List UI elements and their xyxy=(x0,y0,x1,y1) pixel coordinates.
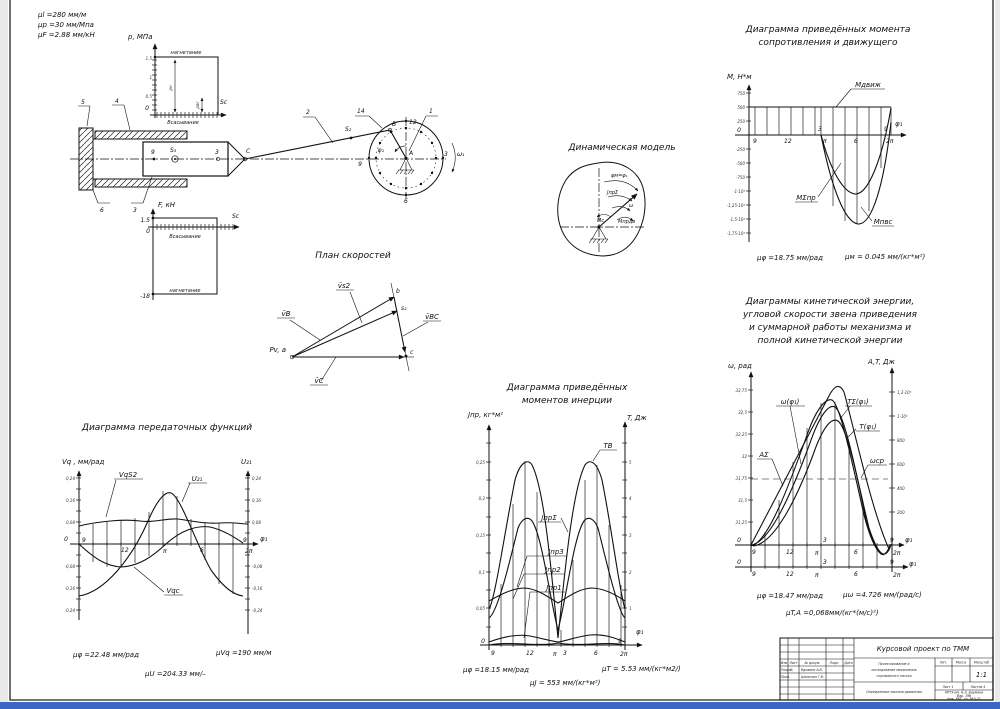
curve-label-j3: Jпр3 xyxy=(548,548,564,556)
tf-scale-1: μφ =22.48 мм/рад xyxy=(73,651,139,659)
e-ytick: 31,25 xyxy=(735,520,747,525)
e-xtick-u: 9 xyxy=(752,549,756,556)
doc-name-2: исследование механизмов xyxy=(871,668,917,672)
window-bottom-bar xyxy=(0,702,1000,709)
tf-left-ylabel: Vq , мм/рад xyxy=(62,458,105,466)
e-xtick-u: 2π xyxy=(893,550,901,557)
pn-label: pн xyxy=(168,85,173,91)
m-ytick: -1,25·10³ xyxy=(726,203,745,208)
moments-zero: 0 xyxy=(737,127,741,134)
tf-ytick: 0,08 xyxy=(66,520,75,525)
tf-scale-3: μU =204.33 мм/– xyxy=(145,670,206,678)
curve-label-jsum: JпрΣ xyxy=(541,514,557,522)
tf-ytick: 0,16 xyxy=(66,498,75,503)
inertia-scale-2: μT = 5.53 мм/(кг*м2/) xyxy=(602,665,681,673)
link-1-label: 1 xyxy=(429,108,433,115)
tf-xtick: π xyxy=(163,548,167,555)
tb-hdr-list: Лист xyxy=(789,661,798,665)
moments-title-2: сопротивления и движущего xyxy=(758,38,898,48)
tf-xlabel: φ₁ xyxy=(260,535,268,543)
e-ytick: 31,5 xyxy=(738,498,747,503)
energy-scale-3: μT,A =0,068мм/(кг*(м/с)²) xyxy=(786,609,879,617)
tf-ytick: -0,24 xyxy=(64,608,75,613)
tf-xtick: 6 xyxy=(200,547,204,554)
energy-zero-2: 0 xyxy=(737,559,741,566)
pressure-ylabel: p, МПа xyxy=(128,33,153,41)
tb-scale-hdr: Масштаб xyxy=(973,660,990,665)
curve-label-vqs2: VqS2 xyxy=(118,471,138,479)
cylinder-wall-top xyxy=(95,131,187,139)
pole-label: Pv, a xyxy=(269,346,286,354)
inertia-title-2: моментов инерции xyxy=(521,396,613,406)
pressure-ytick: 1.5 xyxy=(145,56,152,61)
inertia-zero: 0 xyxy=(481,638,485,645)
model-phi-label: φм=φ₁ xyxy=(611,173,628,179)
m-ytick: -500 xyxy=(735,161,745,166)
m-ytick: 250 xyxy=(737,119,745,124)
tb-prov-name: Шамолин Г.В. xyxy=(801,675,824,679)
m-ytick: -1,75·10³ xyxy=(726,231,745,236)
pressure-xlabel: Sc xyxy=(220,99,228,106)
curve-label-u21: U₂₁ xyxy=(191,475,203,483)
m-xtick: 9 xyxy=(753,138,757,145)
tf-ytick: -0,16 xyxy=(252,586,263,591)
pos-6-label: 6 xyxy=(404,198,408,205)
e-xtick-u: 6 xyxy=(854,549,858,556)
curve-label-asum: AΣ xyxy=(759,451,769,459)
inertia-xlabel: φ₁ xyxy=(636,628,644,636)
model-mc-label: Mс xyxy=(597,218,605,224)
pressure-ytick: 0.5 xyxy=(145,94,152,99)
b-point-label: b xyxy=(396,288,400,295)
tb-mass: Масса xyxy=(955,660,967,665)
note-mu-f: μF =2.88 мм/кН xyxy=(38,31,95,39)
tf-ytick: -0,08 xyxy=(64,564,75,569)
e-ytick: 1·10³ xyxy=(897,414,908,419)
c-point-label: c xyxy=(410,349,414,356)
pos-12-label: 12 xyxy=(409,119,417,126)
e-xtick-u: 3 xyxy=(823,537,827,544)
inertia-title-1: Диаграмма приведённых xyxy=(506,383,628,393)
tf-ytick: -0,24 xyxy=(252,608,263,613)
pvs-label: pвс xyxy=(195,101,200,109)
vs2-vector-label: v̄s2 xyxy=(337,282,351,290)
curve-label-tsum: TΣ(φ₁) xyxy=(847,398,869,406)
tf-ytick: -0,08 xyxy=(252,564,263,569)
force-bottom-value: -18 xyxy=(140,293,150,300)
m-xtick: π xyxy=(823,138,827,145)
inertia-right-ylabel: T, Дж xyxy=(627,414,647,422)
tb-hdr-izm: Изм xyxy=(780,661,788,665)
energy-left-ylabel: ω, рад xyxy=(728,362,752,370)
tb-hdr-doc: № докум. xyxy=(804,661,821,665)
m-xtick: 9 xyxy=(884,126,888,133)
model-mdv-label: Mпрдв xyxy=(618,219,636,225)
tf-xtick: 12 xyxy=(121,547,129,554)
inertia-scale-3: μJ = 553 мм/(кг*м²) xyxy=(530,679,601,687)
transfer-title: Диаграмма передаточных функций xyxy=(81,423,253,433)
tb-lit: Лит. xyxy=(939,660,948,665)
j-xtick: π xyxy=(553,651,557,658)
tb-razrab-name: Вдовина А.В. xyxy=(801,668,823,672)
link-4-label: 4 xyxy=(115,98,119,105)
m-ytick: -1·10³ xyxy=(733,189,745,194)
doc-name-1: Проектирование и xyxy=(878,662,910,666)
tb-org-3: фак. РКТ, гр. РК5-31 xyxy=(947,697,981,701)
s2-point-label: s₂ xyxy=(401,305,407,312)
curve-label-t: T(φ₁) xyxy=(859,423,877,431)
doc-name-3: плунжерного насоса xyxy=(876,674,912,678)
pos-9-label: 9 xyxy=(358,161,362,168)
j-xtick: 3 xyxy=(563,650,567,657)
force-xlabel: Sc xyxy=(232,213,240,220)
pos-3-label: 3 xyxy=(444,151,448,158)
point-c-label: C xyxy=(246,148,251,155)
tb-org-1: МГТУ им. Н.Э. Баумана xyxy=(944,690,984,695)
j-ytick: 0,1 xyxy=(478,570,485,575)
pressure-ytick: 1 xyxy=(149,75,152,80)
tb-razrab: Разраб. xyxy=(781,668,794,672)
curve-label-msum: MΣпр xyxy=(796,194,816,202)
j-ytick: 0,25 xyxy=(476,460,485,465)
m-xtick: 6 xyxy=(854,138,858,145)
point-b-label: B xyxy=(392,121,397,128)
link-2-label: 2 xyxy=(306,109,310,116)
m-xtick: 3 xyxy=(818,126,822,133)
vbc-vector-label: v̄BC xyxy=(425,313,439,321)
energy-scale-2: μω =4.726 мм/(рад/с) xyxy=(843,591,922,599)
curve-label-mpvs: Mпвс xyxy=(873,218,893,226)
j-xtick: 12 xyxy=(526,650,534,657)
tf-xtick: 2π xyxy=(245,548,253,555)
energy-title-2: угловой скорости звена приведения xyxy=(743,310,917,320)
pressure-zero: 0 xyxy=(145,105,149,112)
pressure-discharge: нагнетание xyxy=(170,50,202,56)
force-ylabel: F, кН xyxy=(158,201,176,209)
m-ytick: -1,5·10³ xyxy=(729,217,745,222)
e-xtick-l: 9 xyxy=(890,559,894,566)
e-xtick-l: 6 xyxy=(854,571,858,578)
vb-vector-label: v̄B xyxy=(281,310,291,318)
j-ytick: 3 xyxy=(629,533,632,538)
tb-hdr-data: Дата xyxy=(844,661,853,665)
link-5-label: 5 xyxy=(81,99,85,106)
energy-scale-1: μφ =18.47 мм/рад xyxy=(757,592,823,600)
energy-xlabel-2: φ₁ xyxy=(909,560,917,568)
energy-right-ylabel: A,T, Дж xyxy=(868,358,895,366)
tb-org-2: Вар. 19б xyxy=(956,693,972,698)
dynamic-model-title: Динамическая модель xyxy=(568,143,676,153)
energy-title-3: и суммарной работы механизма и xyxy=(748,323,912,333)
e-ytick: 1,2·10³ xyxy=(897,390,912,395)
e-ytick: 800 xyxy=(897,438,905,443)
force-top-value: 1.5 xyxy=(140,217,150,224)
e-xtick-u: π xyxy=(815,550,819,557)
inertia-scale-1: μφ =18.15 мм/рад xyxy=(463,666,529,674)
point-a-label: A xyxy=(409,150,414,157)
m-xtick: 2π xyxy=(886,138,894,145)
j-ytick: 0,15 xyxy=(476,533,485,538)
e-xtick-l: 9 xyxy=(752,571,756,578)
moments-xlabel: φ₁ xyxy=(895,120,903,128)
curve-label-vqc: Vqc xyxy=(166,587,180,595)
e-ytick: 31,75 xyxy=(735,476,747,481)
tf-ytick: 0,16 xyxy=(252,498,261,503)
velocity-plan-title: План скоростей xyxy=(315,251,391,261)
force-zero: 0 xyxy=(146,228,150,235)
force-discharge: нагнетание xyxy=(169,288,201,294)
m-ytick: 750 xyxy=(737,91,745,96)
cylinder-wall-bottom xyxy=(95,179,187,187)
curve-label-mdvizh: Mдвиж xyxy=(855,81,881,89)
model-omega-label: ω xyxy=(629,203,634,209)
j-ytick: 4 xyxy=(629,496,632,501)
omega1-label: ω₁ xyxy=(457,151,465,158)
tf-ytick: 0,24 xyxy=(252,476,261,481)
j-xtick: 6 xyxy=(594,650,598,657)
e-ytick: 32,25 xyxy=(735,432,747,437)
model-inertia-label: JпрΣ xyxy=(607,190,619,196)
point-s2-label: S₂ xyxy=(345,126,352,133)
j-ytick: 1 xyxy=(629,606,632,611)
curve-label-j1: Jпр1 xyxy=(546,584,562,592)
e-xtick-l: 2π xyxy=(893,572,901,579)
force-suction: Всасывание xyxy=(169,234,201,240)
tf-ytick: -0,16 xyxy=(64,586,75,591)
doc-name-4: Определение законов движения xyxy=(866,690,922,694)
moments-scale-2: μм = 0.045 мм/(кг*м²) xyxy=(845,253,926,261)
tb-scale-value: 1:1 xyxy=(975,671,988,679)
e-xtick-u: 9 xyxy=(890,537,894,544)
curve-label-omega: ω(φ₁) xyxy=(780,398,800,406)
moments-title-1: Диаграмма приведённых момента xyxy=(745,25,911,35)
tb-prov: Пров. xyxy=(781,675,791,679)
e-xtick-l: π xyxy=(815,572,819,579)
tf-xtick: 9 xyxy=(243,537,247,544)
phi1-label: φ₁ xyxy=(377,147,384,154)
j-xtick: 9 xyxy=(618,638,622,645)
energy-title-1: Диаграммы кинетической энергии, xyxy=(745,297,915,307)
pressure-suction: Всасывание xyxy=(167,120,199,126)
e-xtick-l: 3 xyxy=(823,559,827,566)
tf-xtick: 9 xyxy=(82,537,86,544)
curve-label-j2: Jпр2 xyxy=(545,566,561,574)
energy-zero-1: 0 xyxy=(737,537,741,544)
m-ytick: 500 xyxy=(737,105,745,110)
piston xyxy=(143,142,228,176)
e-xtick-l: 12 xyxy=(786,571,794,578)
j-ytick: 0,05 xyxy=(476,606,485,611)
e-ytick: 600 xyxy=(897,462,905,467)
tf-ytick: 0,08 xyxy=(252,520,261,525)
note-mu-p: μp =30 мм/Мпа xyxy=(38,21,94,29)
curve-label-omega-avg: ωср xyxy=(869,457,885,465)
tf-right-ylabel: U₂₁ xyxy=(241,458,252,466)
point-9-label: 9 xyxy=(151,149,155,156)
note-mu-l: μl =280 мм/м xyxy=(38,11,87,19)
moments-scale-1: μφ =18.75 мм/рад xyxy=(757,254,823,262)
tf-zero: 0 xyxy=(64,536,68,543)
tf-ytick: 0,24 xyxy=(66,476,75,481)
j-xtick: 9 xyxy=(491,650,495,657)
e-ytick: 32 xyxy=(741,454,747,459)
e-ytick: 400 xyxy=(897,486,905,491)
vc-vector-label: v̄C xyxy=(314,377,324,385)
curve-label-tb: TB xyxy=(603,442,613,450)
j-ytick: 0,2 xyxy=(478,496,485,501)
link-3-label: 3 xyxy=(133,207,137,214)
link-6-label: 6 xyxy=(100,207,104,214)
project-title: Курсовой проект по ТММ xyxy=(876,645,970,653)
e-ytick: 32,75 xyxy=(735,388,747,393)
m-ytick: -250 xyxy=(735,147,745,152)
m-ytick: -750 xyxy=(735,175,745,180)
point-3-label: 3 xyxy=(215,149,219,156)
e-ytick: 200 xyxy=(897,510,905,515)
energy-xlabel-1: φ₁ xyxy=(905,536,913,544)
j-ytick: 2 xyxy=(629,570,632,575)
point-s3-label: S₃ xyxy=(170,147,177,154)
tb-sheet: Лист 1 xyxy=(942,685,954,689)
j-ytick: 5 xyxy=(629,460,632,465)
e-ytick: 32,5 xyxy=(738,410,747,415)
tb-hdr-podp: Подп. xyxy=(829,661,840,665)
e-xtick-u: 12 xyxy=(786,549,794,556)
point-14-label: 14 xyxy=(357,108,365,115)
j-xtick: 2π xyxy=(620,651,628,658)
tb-sheets: Листов 4 xyxy=(970,685,986,689)
tf-scale-2: μVq =190 мм/м xyxy=(216,649,272,657)
m-xtick: 12 xyxy=(784,138,792,145)
moments-ylabel: M, Н*м xyxy=(727,73,752,81)
inertia-left-ylabel: Jпр, кг*м² xyxy=(468,411,504,419)
energy-title-4: полной кинетической энергии xyxy=(757,336,903,346)
